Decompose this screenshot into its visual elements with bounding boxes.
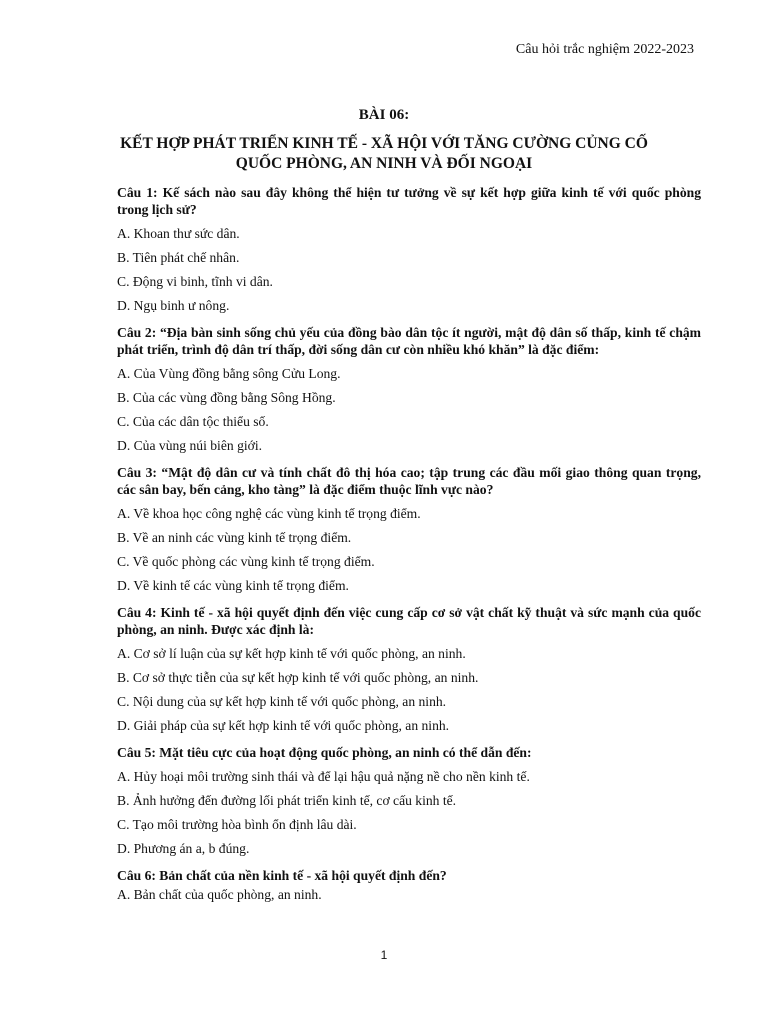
answer-option: D. Về kinh tế các vùng kinh tế trọng điểm. [117, 578, 349, 593]
answer-option: C. Về quốc phòng các vùng kinh tế trọng điểm. [117, 554, 375, 569]
answer-option: B. Tiên phát chế nhân. [117, 250, 240, 265]
answer-option: B. Ảnh hưởng đến đường lối phát triển kinh tế, cơ cấu kinh tế. [117, 793, 457, 808]
answer-option: A. Của Vùng đồng bằng sông Cửu Long. [117, 366, 341, 381]
answer-option: C. Tạo môi trường hòa bình ổn định lâu dài. [117, 817, 357, 832]
question-4 [117, 604, 701, 734]
question-text: Câu 1: Kế sách nào sau đây không thể hiện tư tưởng về sự kết hợp giữa kinh tế với quốc phòng trong lịch sử? [117, 185, 701, 217]
question-1 [117, 184, 701, 314]
question-list [117, 184, 701, 913]
page-header: Câu hỏi trắc nghiệm 2022-2023 [515, 42, 694, 57]
answer-option: A. Về khoa học công nghệ các vùng kinh tế trọng điểm. [117, 506, 421, 521]
answer-option: D. Của vùng núi biên giới. [117, 438, 263, 453]
answer-option: D. Phương án a, b đúng. [117, 841, 250, 856]
question-text: Câu 6: Bản chất của nền kinh tế - xã hội quyết định đến? [117, 868, 447, 883]
question-3 [117, 464, 701, 594]
page-number: 1 [380, 948, 388, 962]
lesson-number: BÀI 06: [358, 107, 410, 123]
answer-option: C. Nội dung của sự kết hợp kinh tế với quốc phòng, an ninh. [117, 694, 447, 709]
answer-option: A. Bản chất của quốc phòng, an ninh. [117, 887, 322, 902]
question-text: Câu 4: Kinh tế - xã hội quyết định đến việc cung cấp cơ sở vật chất kỹ thuật và sức mạnh của quốc phòng, an ninh. Được xác định là: [117, 605, 701, 637]
answer-option: A. Khoan thư sức dân. [117, 226, 240, 241]
lesson-title: KẾT HỢP PHÁT TRIỂN KINH TẾ - XÃ HỘI VỚI TĂNG CƯỜNG CỦNG CỐ QUỐC PHÒNG, AN NINH VÀ ĐỐI NGOẠI [120, 135, 648, 172]
answer-option: A. Cơ sở lí luận của sự kết hợp kinh tế với quốc phòng, an ninh. [117, 646, 466, 661]
answer-option: B. Về an ninh các vùng kinh tế trọng điểm. [117, 530, 352, 545]
question-2 [117, 324, 701, 454]
question-6 [117, 867, 701, 903]
answer-option: C. Của các dân tộc thiểu số. [117, 414, 269, 429]
answer-option: D. Giải pháp của sự kết hợp kinh tế với quốc phòng, an ninh. [117, 718, 450, 733]
answer-option: C. Động vi binh, tĩnh vi dân. [117, 274, 273, 289]
title-block [116, 107, 652, 174]
question-text: Câu 3: “Mật độ dân cư và tính chất đô thị hóa cao; tập trung các đầu mối giao thông quan trọng, các sân bay, bến cảng, kho tàng” là đặc điểm thuộc lĩnh vực nào? [117, 465, 701, 497]
answer-option: B. Của các vùng đồng bằng Sông Hồng. [117, 390, 336, 405]
answer-option: A. Hủy hoại môi trường sinh thái và để lại hậu quả nặng nề cho nền kinh tế. [117, 769, 530, 784]
answer-option: B. Cơ sở thực tiễn của sự kết hợp kinh tế với quốc phòng, an ninh. [117, 670, 479, 685]
question-5 [117, 744, 701, 857]
answer-option: D. Ngụ binh ư nông. [117, 298, 230, 313]
question-text: Câu 5: Mặt tiêu cực của hoạt động quốc phòng, an ninh có thể dẫn đến: [117, 745, 532, 760]
question-text: Câu 2: “Địa bàn sinh sống chủ yếu của đồng bào dân tộc ít người, mật độ dân số thấp, kinh tế chậm phát triển, trình độ dân trí thấp, đời sống dân cư còn nhiều khó khăn” là đặc điểm: [117, 325, 701, 357]
